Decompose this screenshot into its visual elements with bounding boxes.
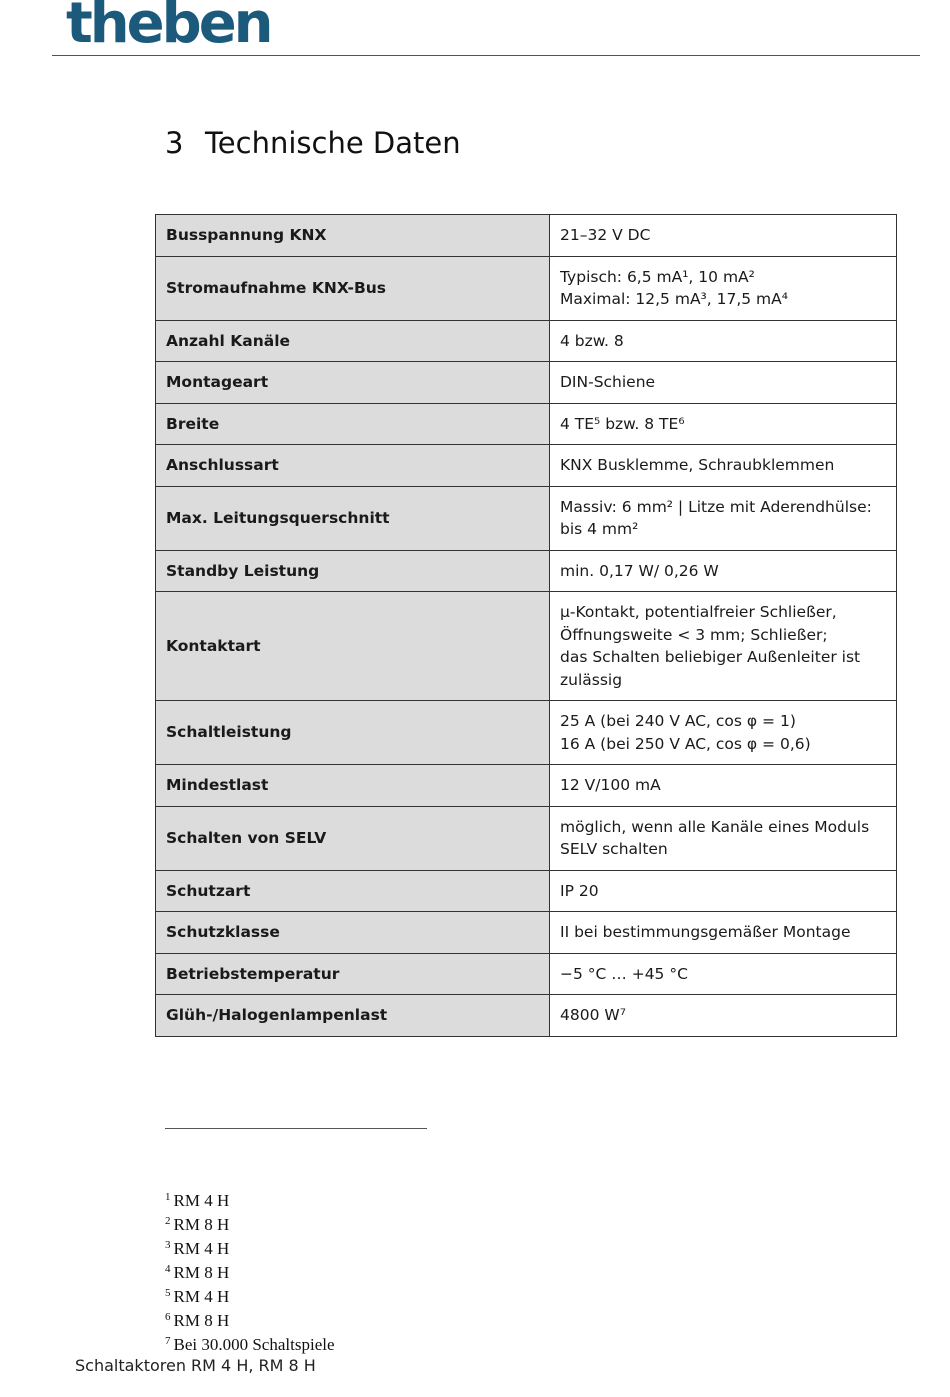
footnote-text: RM 8 H	[173, 1311, 230, 1330]
spec-label: Schutzklasse	[156, 912, 550, 954]
spec-value: min. 0,17 W/ 0,26 W	[550, 550, 897, 592]
footnote	[165, 1259, 335, 1283]
footnote-text: RM 4 H	[173, 1191, 230, 1210]
table-row	[156, 953, 897, 995]
footnote-list	[165, 1187, 335, 1355]
footnote-mark: 6	[165, 1311, 171, 1323]
table-row	[156, 320, 897, 362]
footnote-text: RM 8 H	[173, 1215, 230, 1234]
footnote	[165, 1211, 335, 1235]
spec-label: Schaltleistung	[156, 701, 550, 765]
spec-value: Typisch: 6,5 mA¹, 10 mA² Maximal: 12,5 mA³, 17,5 mA⁴	[550, 256, 897, 320]
spec-value: µ-Kontakt, potentialfreier Schließer, Öffnungsweite < 3 mm; Schließer; das Schalten beliebiger Außenleiter ist zulässig	[550, 592, 897, 701]
table-row	[156, 215, 897, 257]
spec-value: 4800 W⁷	[550, 995, 897, 1037]
spec-label: Max. Leitungsquerschnitt	[156, 486, 550, 550]
spec-value: −5 °C … +45 °C	[550, 953, 897, 995]
spec-value: 4 TE⁵ bzw. 8 TE⁶	[550, 403, 897, 445]
spec-value: KNX Busklemme, Schraubklemmen	[550, 445, 897, 487]
technical-data-table	[155, 214, 897, 1037]
spec-value: 25 A (bei 240 V AC, cos φ = 1) 16 A (bei 250 V AC, cos φ = 0,6)	[550, 701, 897, 765]
footnote-mark: 4	[165, 1263, 171, 1275]
table-row	[156, 550, 897, 592]
table-row	[156, 995, 897, 1037]
footnote-text: Bei 30.000 Schaltspiele	[173, 1335, 335, 1354]
footnote-text: RM 4 H	[173, 1287, 230, 1306]
section-number: 3	[165, 126, 184, 160]
spec-label: Kontaktart	[156, 592, 550, 701]
table-row	[156, 870, 897, 912]
table-row	[156, 765, 897, 807]
footnote	[165, 1307, 335, 1331]
spec-label: Glüh-/Halogenlampenlast	[156, 995, 550, 1037]
header-divider	[52, 55, 920, 56]
footnote-mark: 5	[165, 1287, 171, 1299]
section-title: Technische Daten	[205, 126, 461, 160]
page-footer: Schaltaktoren RM 4 H, RM 8 H	[75, 1356, 316, 1375]
spec-value: 21–32 V DC	[550, 215, 897, 257]
spec-label: Busspannung KNX	[156, 215, 550, 257]
footnote-text: RM 4 H	[173, 1239, 230, 1258]
brand-logo: theben	[66, 0, 271, 56]
footnote-mark: 3	[165, 1239, 171, 1251]
footnote	[165, 1283, 335, 1307]
table-row	[156, 806, 897, 870]
spec-label: Anzahl Kanäle	[156, 320, 550, 362]
spec-label: Stromaufnahme KNX-Bus	[156, 256, 550, 320]
footnote	[165, 1235, 335, 1259]
footnote-mark: 1	[165, 1191, 171, 1203]
table-row	[156, 486, 897, 550]
spec-label: Schutzart	[156, 870, 550, 912]
footnote-text: RM 8 H	[173, 1263, 230, 1282]
section-heading	[165, 126, 461, 160]
spec-label: Schalten von SELV	[156, 806, 550, 870]
spec-label: Mindestlast	[156, 765, 550, 807]
footnote	[165, 1331, 335, 1355]
spec-label: Montageart	[156, 362, 550, 404]
spec-value: 12 V/100 mA	[550, 765, 897, 807]
table-row	[156, 362, 897, 404]
footnote-mark: 7	[165, 1335, 171, 1347]
spec-value: IP 20	[550, 870, 897, 912]
spec-value: 4 bzw. 8	[550, 320, 897, 362]
spec-value: Massiv: 6 mm² | Litze mit Aderendhülse: bis 4 mm²	[550, 486, 897, 550]
spec-value: DIN-Schiene	[550, 362, 897, 404]
spec-value: II bei bestimmungsgemäßer Montage	[550, 912, 897, 954]
table-row	[156, 592, 897, 701]
spec-label: Anschlussart	[156, 445, 550, 487]
footnote	[165, 1187, 335, 1211]
spec-label: Betriebstemperatur	[156, 953, 550, 995]
table-row	[156, 445, 897, 487]
spec-label: Standby Leistung	[156, 550, 550, 592]
footnote-mark: 2	[165, 1215, 171, 1227]
table-row	[156, 403, 897, 445]
table-row	[156, 912, 897, 954]
table-row	[156, 256, 897, 320]
footnote-separator	[165, 1128, 427, 1129]
spec-label: Breite	[156, 403, 550, 445]
spec-value: möglich, wenn alle Kanäle eines Moduls SELV schalten	[550, 806, 897, 870]
table-row	[156, 701, 897, 765]
